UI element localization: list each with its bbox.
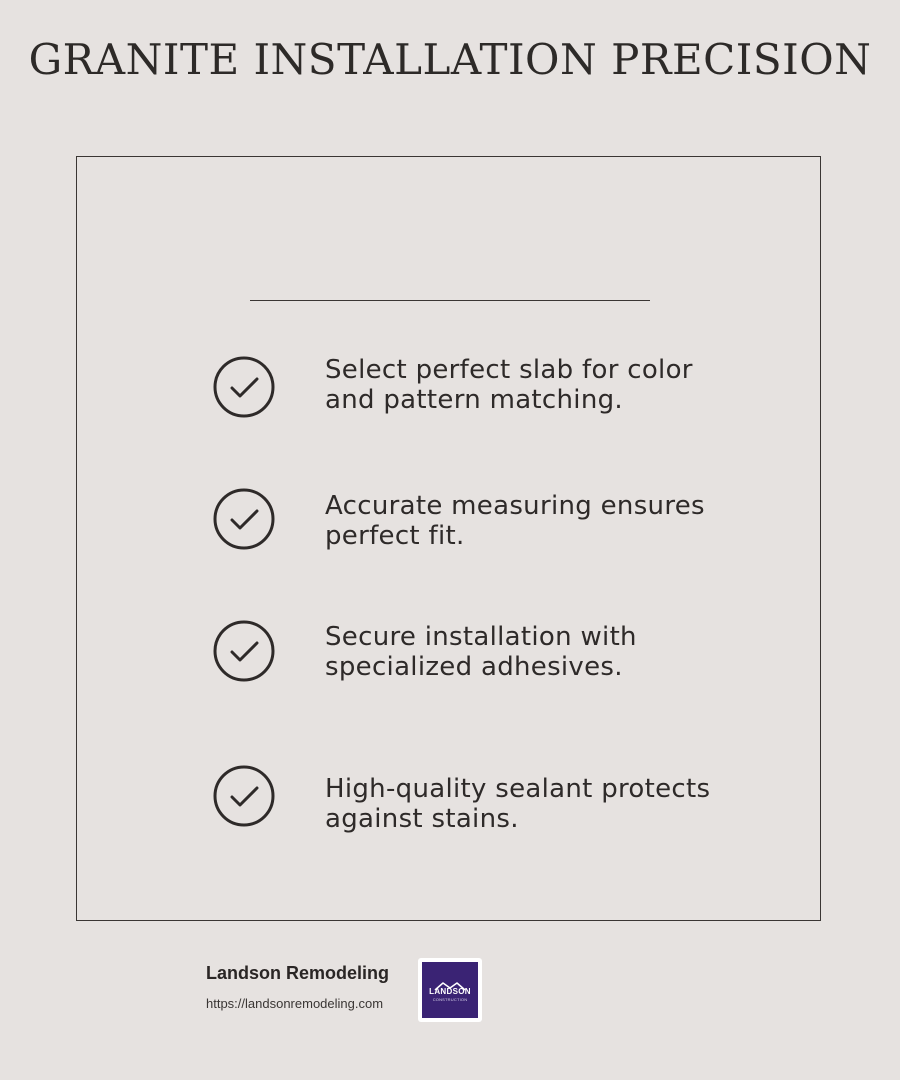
- footer-brand-name: Landson Remodeling: [206, 963, 390, 983]
- check-circle-icon: [212, 764, 276, 828]
- list-item-text: Select perfect slab for color and pattern matching.: [325, 355, 693, 415]
- page-title: GRANITE INSTALLATION PRECISION: [28, 35, 872, 84]
- list-item-text: Secure installation with specialized adhesives.: [325, 622, 637, 682]
- check-circle-icon: [212, 355, 276, 419]
- logo-wordmark: LANDSON: [429, 987, 471, 996]
- list-item-text: High-quality sealant protects against stains.: [325, 774, 711, 834]
- logo-tagline: CONSTRUCTION: [432, 997, 468, 1002]
- check-circle-icon: [212, 487, 276, 551]
- check-circle-icon: [212, 619, 276, 683]
- list-item-text: Accurate measuring ensures perfect fit.: [325, 491, 705, 551]
- brand-logo: [418, 958, 482, 1022]
- footer-url-link[interactable]: https://landsonremodeling.com: [206, 996, 384, 1011]
- divider: [250, 300, 650, 301]
- logo-background: [422, 962, 478, 1018]
